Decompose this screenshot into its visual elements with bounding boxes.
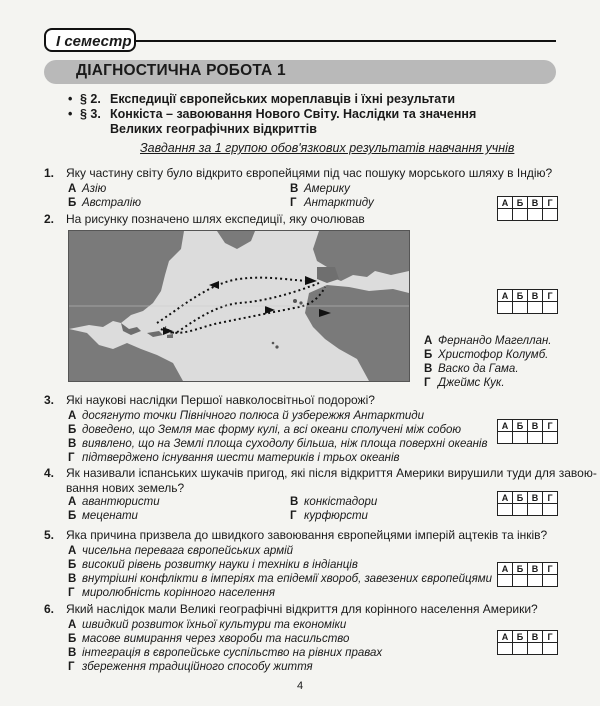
answer-grid xyxy=(497,491,558,516)
option-a[interactable] xyxy=(424,334,551,348)
option-letter: Б xyxy=(68,559,77,571)
answer-cell[interactable] xyxy=(513,504,528,516)
grid-letter: А xyxy=(498,631,513,643)
option-letter: А xyxy=(68,619,77,631)
option-letter: Б xyxy=(68,424,77,436)
grid-letter: Б xyxy=(513,420,528,432)
grid-letter: Г xyxy=(543,420,558,432)
topic-item-continued xyxy=(68,122,548,137)
question-number: 2. xyxy=(44,212,55,226)
option-letter: А xyxy=(68,183,77,195)
grid-letter: В xyxy=(528,420,543,432)
answer-cell[interactable] xyxy=(498,302,513,314)
option-letter: Г xyxy=(290,197,297,209)
option-text: Антарктиду xyxy=(304,197,374,209)
option-c[interactable] xyxy=(290,495,377,509)
answer-cell[interactable] xyxy=(543,504,558,516)
grid-letter: А xyxy=(498,420,513,432)
topics-list xyxy=(68,92,548,137)
option-c[interactable] xyxy=(68,572,492,586)
question-number: 6. xyxy=(44,602,55,616)
option-text: Азію xyxy=(82,183,107,195)
option-a[interactable] xyxy=(68,544,293,558)
option-text: інтеграція в європейське суспільство на рівних правах xyxy=(82,647,383,659)
answer-cell[interactable] xyxy=(528,504,543,516)
topic-text: Конкіста – завоювання Нового Світу. Наслідки та значення xyxy=(110,107,477,121)
option-text: меценати xyxy=(82,510,138,522)
option-text: підтверджено існування шести материків і трьох океанів xyxy=(82,452,400,464)
option-b[interactable] xyxy=(68,509,138,523)
topic-item xyxy=(68,92,548,107)
topic-bullet-empty xyxy=(68,122,80,137)
answer-cell[interactable] xyxy=(543,575,558,587)
question-stem-line: вання нових земель? xyxy=(66,481,185,495)
bullet-icon: • xyxy=(68,92,73,106)
answer-cell[interactable] xyxy=(513,302,528,314)
grid-letter: В xyxy=(528,492,543,504)
option-letter: А xyxy=(68,410,77,422)
option-d[interactable] xyxy=(424,376,505,390)
topic-text: Експедиції європейських мореплавців і їхні результати xyxy=(110,92,456,106)
grid-letter: Г xyxy=(543,563,558,575)
question-stem-line: Як називали іспанських шукачів пригод, які після відкриття Америки вирушили туди для завою- xyxy=(66,466,597,480)
grid-letter: Б xyxy=(513,563,528,575)
grid-letter: Б xyxy=(513,197,528,209)
grid-letter: Б xyxy=(513,631,528,643)
option-letter: В xyxy=(68,647,77,659)
option-a[interactable] xyxy=(68,409,424,423)
option-letter: В xyxy=(290,183,299,195)
question-stem xyxy=(66,466,597,496)
answer-grid xyxy=(497,289,558,314)
grid-letter: В xyxy=(528,197,543,209)
answer-cell[interactable] xyxy=(543,302,558,314)
question-number: 5. xyxy=(44,528,55,542)
option-letter: А xyxy=(424,335,433,347)
option-d[interactable] xyxy=(68,586,275,600)
answer-cell[interactable] xyxy=(528,432,543,444)
option-letter: В xyxy=(68,438,77,450)
option-b[interactable] xyxy=(68,196,141,210)
option-letter: Б xyxy=(68,510,77,522)
option-letter: Г xyxy=(68,587,75,599)
grid-letter: А xyxy=(498,290,513,302)
map-illustration xyxy=(69,231,409,381)
option-c[interactable] xyxy=(290,182,350,196)
header-rule xyxy=(136,40,556,42)
grid-letter: В xyxy=(528,631,543,643)
option-letter: В xyxy=(424,363,433,375)
semester-label: І семестр xyxy=(44,28,136,52)
answer-cell[interactable] xyxy=(513,432,528,444)
grid-letter: Г xyxy=(543,197,558,209)
option-c[interactable] xyxy=(68,437,488,451)
question-number: 4. xyxy=(44,466,55,480)
option-text: внутрішні конфлікти в імперіях та епідемії хвороб, завезених європейцями xyxy=(82,573,492,585)
grid-letter: Г xyxy=(543,492,558,504)
answer-cell[interactable] xyxy=(543,643,558,655)
option-b[interactable] xyxy=(68,423,461,437)
option-letter: В xyxy=(290,496,299,508)
question-number: 3. xyxy=(44,393,55,407)
option-letter: Г xyxy=(290,510,297,522)
option-text: досягнуто точки Північного полюса й узбережжя Антарктиди xyxy=(82,410,425,422)
option-letter: Г xyxy=(68,452,75,464)
option-text: швидкий розвиток їхньої культури та економіки xyxy=(82,619,347,631)
route-map xyxy=(68,230,410,382)
option-letter: Г xyxy=(68,661,75,673)
topic-item xyxy=(68,107,548,122)
grid-letter: Б xyxy=(513,492,528,504)
grid-letter: А xyxy=(498,492,513,504)
option-a[interactable] xyxy=(68,618,346,632)
option-text: Фернандо Магеллан. xyxy=(438,335,552,347)
answer-cell[interactable] xyxy=(498,643,513,655)
option-text: доведено, що Земля має форму кулі, а всі океани сполучені між собою xyxy=(82,424,462,436)
option-text: Австралію xyxy=(82,197,141,209)
question-stem: Яку частину світу було відкрито європейцями під час пошуку морського шляху в Індію? xyxy=(66,166,553,180)
option-letter: Б xyxy=(68,633,77,645)
option-d[interactable] xyxy=(68,660,313,674)
option-c[interactable] xyxy=(424,362,519,376)
option-d[interactable] xyxy=(290,196,374,210)
question-number: 1. xyxy=(44,166,55,180)
option-letter: Б xyxy=(424,349,433,361)
option-b[interactable] xyxy=(68,558,358,572)
topic-text: Великих географічних відкриттів xyxy=(110,122,317,136)
answer-cell[interactable] xyxy=(543,432,558,444)
option-letter: В xyxy=(68,573,77,585)
option-b[interactable] xyxy=(68,632,349,646)
option-b[interactable] xyxy=(424,348,548,362)
grid-letter: Б xyxy=(513,290,528,302)
topic-section: § 2. xyxy=(80,92,101,106)
answer-cell[interactable] xyxy=(498,504,513,516)
option-text: виявлено, що на Землі площа суходолу більша, ніж площа поверхні океанів xyxy=(82,438,488,450)
answer-cell[interactable] xyxy=(498,432,513,444)
option-d[interactable] xyxy=(68,451,400,465)
page-title: ДІАГНОСТИЧНА РОБОТА 1 xyxy=(76,62,286,79)
title-bar xyxy=(44,60,556,84)
option-text: курфюрсти xyxy=(304,510,368,522)
option-text: Америку xyxy=(304,183,350,195)
option-text: Васко да Гама. xyxy=(438,363,519,375)
option-a[interactable] xyxy=(68,182,106,196)
option-text: масове вимирання через хвороби та насильство xyxy=(82,633,350,645)
topic-section: § 3. xyxy=(80,107,101,121)
answer-cell[interactable] xyxy=(528,575,543,587)
option-text: авантюристи xyxy=(82,496,160,508)
grid-letter: В xyxy=(528,563,543,575)
answer-cell[interactable] xyxy=(513,575,528,587)
grid-letter: А xyxy=(498,563,513,575)
option-text: миролюбність корінного населення xyxy=(82,587,276,599)
option-c[interactable] xyxy=(68,646,382,660)
answer-cell[interactable] xyxy=(513,643,528,655)
page-number: 4 xyxy=(296,680,304,692)
option-a[interactable] xyxy=(68,495,160,509)
option-text: Христофор Колумб. xyxy=(438,349,549,361)
grid-letter: А xyxy=(498,197,513,209)
option-text: Джеймс Кук. xyxy=(438,377,505,389)
option-d[interactable] xyxy=(290,509,368,523)
option-text: чисельна перевага європейських армій xyxy=(82,545,294,557)
topic-section-empty xyxy=(80,122,110,137)
option-text: збереження традиційного способу життя xyxy=(82,661,313,673)
answer-grid xyxy=(497,630,558,655)
grid-letter: В xyxy=(528,290,543,302)
option-text: конкістадори xyxy=(304,496,378,508)
question-stem: Які наукові наслідки Першої навколосвітньої подорожі? xyxy=(66,393,375,407)
task-heading: Завдання за 1 групою обов'язкових результатів навчання учнів xyxy=(140,141,515,155)
answer-grid xyxy=(497,562,558,587)
grid-letter: Г xyxy=(543,631,558,643)
question-stem: На рисунку позначено шлях експедиції, яку очолював xyxy=(66,212,365,226)
answer-cell[interactable] xyxy=(528,643,543,655)
option-letter: А xyxy=(68,496,77,508)
question-stem: Який наслідок мали Великі географічні відкриття для корінного населення Америки? xyxy=(66,602,538,616)
question-stem: Яка причина призвела до швидкого завоювання європейцями імперій ацтеків та інків? xyxy=(66,528,548,542)
bullet-icon: • xyxy=(68,107,73,121)
answer-grid xyxy=(497,419,558,444)
answer-cell[interactable] xyxy=(498,575,513,587)
option-letter: А xyxy=(68,545,77,557)
grid-letter: Г xyxy=(543,290,558,302)
answer-cell[interactable] xyxy=(528,302,543,314)
option-text: високий рівень розвитку науки і техніки в індіанців xyxy=(82,559,358,571)
option-letter: Г xyxy=(424,377,431,389)
option-letter: Б xyxy=(68,197,77,209)
